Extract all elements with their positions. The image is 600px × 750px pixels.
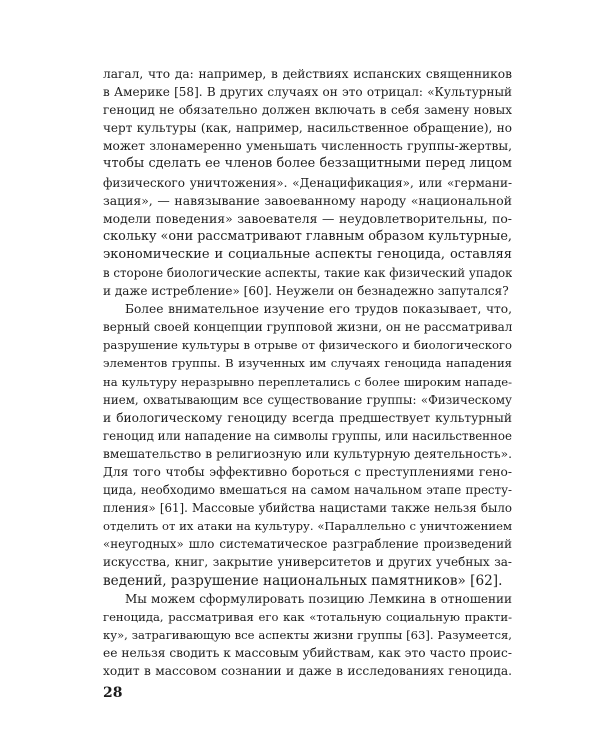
text-line: ведений, разрушение национальных памятников» [62]. xyxy=(103,572,503,589)
text-line: вмешательство в религиозную или культурную деятельность». xyxy=(103,446,512,461)
text-line: элементов группы. В изученных им случаях геноцида нападения xyxy=(103,356,512,371)
text-line: геноцида, рассматривая его как «тотальную социальную практи- xyxy=(103,609,512,624)
text-line: черт культуры (как, например, насильственное обращение), но xyxy=(103,121,512,136)
text-line: «неугодных» шло систематическое разграбление произведений xyxy=(103,537,512,552)
text-line: зация», — навязывание завоеванному народу «национальной xyxy=(103,192,512,208)
text-line: в Америке [58]. В других случаях он это отрицал: «Культурный xyxy=(103,85,512,100)
text-line: ку», затрагивающую все аспекты жизни группы [63]. Разумеется, xyxy=(103,627,512,642)
text-line: геноцид или нападение на символы группы, или насильственное xyxy=(103,428,512,443)
text-line: может злонамеренно уменьшать численность группы-жертвы, xyxy=(103,139,512,154)
text-line: лагал, что да: например, в действиях испанских священников xyxy=(103,67,512,81)
text-line: в стороне биологические аспекты, такие как физический упадок xyxy=(103,266,512,280)
text-line: физического уничтожения». «Денацификация», или «германи- xyxy=(103,175,512,190)
text-line: цида, необходимо вмешаться на самом начальном этапе престу- xyxy=(103,483,512,498)
text-line: искусства, книг, закрытие университетов и других учебных за- xyxy=(103,555,512,570)
text-line: скольку «они рассматривают главным образом культурные, xyxy=(103,228,512,244)
text-line: ее нельзя сводить к массовым убийствам, как это часто проис- xyxy=(103,645,512,660)
text-line: и биологическому геноциду всегда предшествует культурный xyxy=(103,410,512,425)
text-line: верный своей концепции групповой жизни, он не рассматривал xyxy=(103,320,512,335)
text-line: пления» [61]. Массовые убийства нацистами также нельзя было xyxy=(103,501,512,516)
text-line: на культуру неразрывно переплетались с более широким нападе- xyxy=(103,374,512,389)
text-line: геноцид не обязательно должен включать в себя замену новых xyxy=(103,103,512,118)
text-line: экономические и социальные аспекты геноцида, оставляя xyxy=(103,246,512,262)
text-line: ходит в массовом сознании и даже в исследованиях геноцида. xyxy=(103,664,512,678)
text-line: модели поведения» завоевателя — неудовлетворительны, по- xyxy=(103,210,512,226)
text-line: разрушение культуры в отрыве от физического и биологического xyxy=(103,338,512,353)
paragraph-first-line: Более внимательное изучение его трудов показывает, что, xyxy=(125,302,512,317)
text-line: Для того чтобы эффективно бороться с преступлениями гено- xyxy=(103,465,512,479)
text-line: и даже истребление» [60]. Неужели он безнадежно запутался? xyxy=(103,284,509,299)
text-line: отделить от их атаки на культуру. «Параллельно с уничтожением xyxy=(103,519,512,534)
text-line: нием, охватывающим все существование группы: «Физическому xyxy=(103,392,512,407)
page-number: 28 xyxy=(103,685,123,701)
text-line: чтобы сделать ее членов более беззащитными перед лицом xyxy=(103,156,512,172)
paragraph-first-line: Мы можем сформулировать позицию Лемкина в отношении xyxy=(125,591,512,606)
